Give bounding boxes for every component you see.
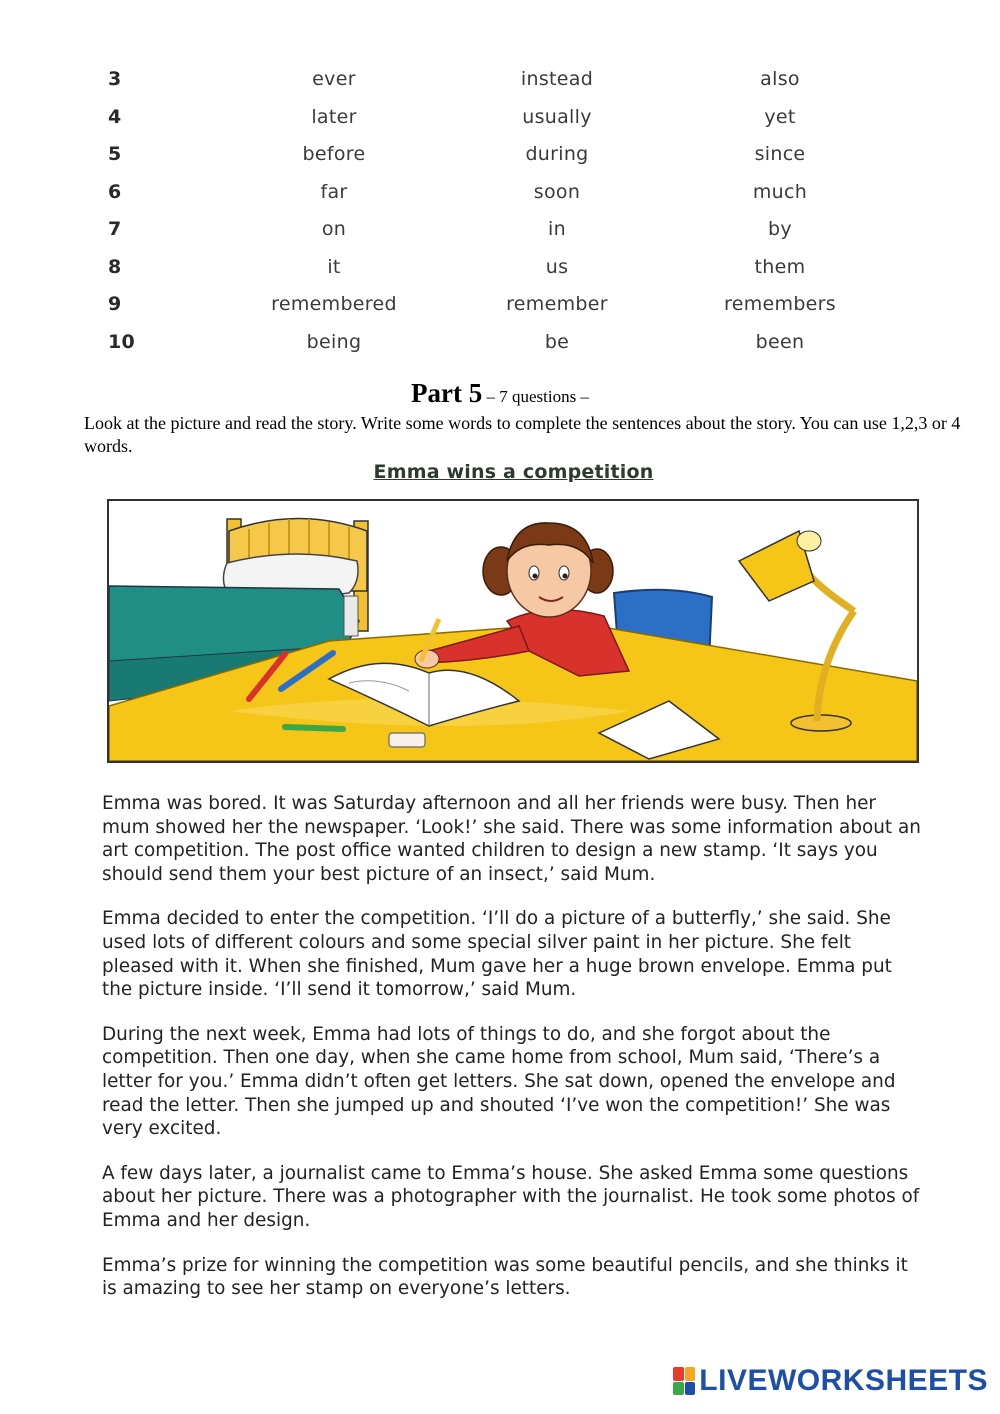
option-a: being [306, 330, 362, 353]
option-row [100, 100, 900, 138]
eraser [389, 733, 425, 747]
option-a: later [311, 105, 357, 128]
question-number: 7 [108, 218, 122, 240]
option-c: them [754, 255, 806, 278]
story-paragraph: A few days later, a journalist came to Emma’s house. She asked Emma some questions about her picture. There was a photographer with the journalist. He took some photos of Emma and her design. [102, 1162, 920, 1231]
option-c: much [752, 180, 808, 203]
option-b: us [545, 255, 569, 278]
option-a: remembered [271, 293, 397, 315]
option-b: usually [522, 105, 592, 128]
option-b: soon [533, 180, 581, 203]
option-row [100, 62, 900, 100]
option-c: yet [764, 105, 796, 128]
question-number: 3 [108, 68, 122, 90]
option-c: remembers [724, 293, 836, 315]
story-illustration [107, 499, 919, 763]
instructions: Look at the picture and read the story. Write some words to complete the sentences about the story. You can use 1,2,3 or 4 words. [84, 413, 961, 456]
liveworksheets-logo[interactable] [673, 1364, 988, 1398]
question-number: 9 [108, 293, 122, 315]
option-c: been [755, 330, 805, 353]
option-row [100, 212, 900, 250]
option-b: during [525, 143, 589, 165]
question-number: 5 [108, 143, 122, 165]
option-row [100, 137, 900, 175]
logo-text: LIVEWORKSHEETS [699, 1364, 988, 1397]
option-c: since [754, 143, 806, 165]
option-a: far [320, 180, 348, 203]
word-options-table [100, 62, 900, 362]
option-a: it [327, 255, 341, 278]
part-title: Part 5 [411, 378, 483, 408]
question-number: 6 [108, 180, 122, 203]
option-b: instead [520, 68, 594, 90]
green-pencil [285, 727, 343, 729]
option-a: on [321, 218, 347, 240]
part-subtitle: – 7 questions – [482, 387, 589, 406]
option-row [100, 250, 900, 288]
option-c: also [760, 68, 800, 90]
story-paragraph: Emma was bored. It was Saturday afternoon and all her friends were busy. Then her mum showed her the newspaper. ‘Look!’ she said. There was some information about an art competition. The post office wanted children to design a new stamp. ‘It says you should send them your best picture of an insect,’ said Mum. [102, 793, 921, 885]
option-row [100, 287, 900, 325]
option-row [100, 325, 900, 363]
story-text [102, 792, 922, 1322]
story-title: Emma wins a competition [373, 461, 654, 483]
part-heading [0, 378, 1000, 409]
option-b: remember [506, 293, 608, 315]
story-paragraph: Emma’s prize for winning the competition was some beautiful pencils, and she thinks it is amazing to see her stamp on everyone’s letters. [102, 1254, 908, 1300]
question-number: 4 [108, 105, 122, 128]
story-paragraph: During the next week, Emma had lots of things to do, and she forgot about the competition. Then one day, when she came home from school, Mum said, ‘There’s a letter for you.’ Emma didn’t often get letters. She sat down, opened the envelope and read the letter. Then she jumped up and shouted ‘I’ve won the competition!’ She was very excited. [102, 1023, 896, 1140]
question-number: 10 [108, 330, 136, 353]
option-b: be [544, 330, 570, 353]
option-a: before [302, 143, 366, 165]
logo-badge-icon [673, 1367, 695, 1395]
option-a: ever [312, 68, 356, 90]
question-number: 8 [108, 255, 122, 278]
option-b: in [548, 218, 566, 240]
option-row [100, 175, 900, 213]
option-c: by [768, 218, 792, 240]
story-paragraph: Emma decided to enter the competition. ‘I’ll do a picture of a butterfly,’ she said. She used lots of different colours and some special silver paint in her picture. She felt pleased with it. When she finished, Mum gave her a huge brown envelope. Emma put the picture inside. ‘I’ll send it tomorrow,’ said Mum. [102, 908, 892, 1001]
